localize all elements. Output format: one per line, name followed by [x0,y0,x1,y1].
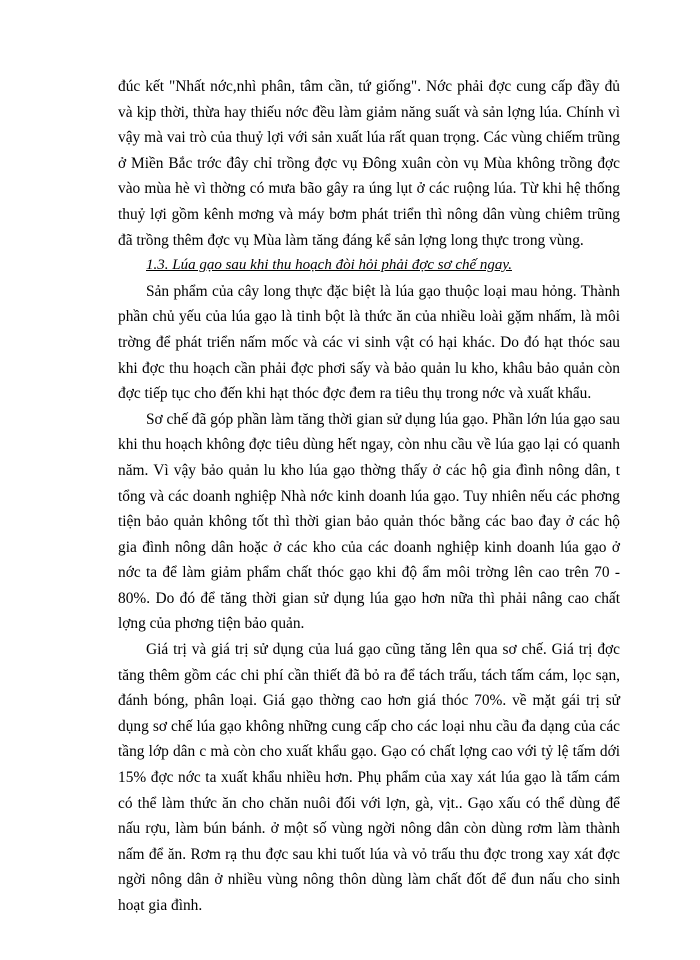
paragraph-value: Giá trị và giá trị sử dụng của luá gạo cũng tăng lên qua sơ chế. Giá trị đợc tăng thêm gồm các chi phí cần thiết đã bỏ ra để tách trấu, tách tấm cám, lọc sạn, đánh bóng, phân loại. Giá gạo thờng cao hơn giá thóc 70%. về mặt gái trị sử dụng sơ chế lúa gạo không những cung cấp cho các loại nhu cầu đa dạng của các tầng lớp dân c mà còn cho xuất khẩu gạo. Gạo có chất lợng cao với tỷ lệ tấm dới 15% đợc nớc ta xuất khẩu nhiều hơn. Phụ phẩm của xay xát lúa gạo là tấm cám có thể làm thức ăn cho chăn nuôi đối với lợn, gà, vịt.. Gạo xấu có thể dùng để nấu rợu, làm bún bánh. ở một số vùng ngời nông dân còn dùng rơm làm thành nấm để ăn. Rơm rạ thu đợc sau khi tuốt lúa và vỏ trấu thu đợc trong xay xát đợc ngời nông dân ở nhiều vùng nông thôn dùng làm chất đốt để đun nấu cho sinh hoạt gia đình. [118,641,620,914]
paragraph-perishable: Sản phẩm của cây long thực đặc biệt là lúa gạo thuộc loại mau hỏng. Thành phần chủ yếu của lúa gạo là tinh bột là thức ăn của nhiều loài gặm nhấm, là môi trờng để phát triển nấm mốc và các vi sinh vật có hại khác. Do đó hạt thóc sau khi đợc thu hoạch cần phải đợc phơi sấy và bảo quản lu kho, khâu bảo quản còn đợc tiếp tục cho đến khi hạt thóc đợc đem ra tiêu thụ trong nớc và xuất khẩu. [118,282,620,403]
section-heading: 1.3. Lúa gạo sau khi thu hoạch đòi hỏi phải đợc sơ chế ngay. [146,257,512,274]
paragraph-continuation: đúc kết "Nhất nớc,nhì phân, tâm cần, tứ giống". Nớc phải đợc cung cấp đầy đủ và kịp thời, thừa hay thiếu nớc đều làm giảm năng suất và sản lợng lúa. Chính vì vậy mà vai trò của thuỷ lợi với sản xuất lúa rất quan trọng. Các vùng chiếm trũng ở Miền Bắc trớc đây chỉ trồng đợc vụ Đông xuân còn vụ Mùa không trồng đợc vào mùa hè vì thờng có mưa bão gây ra úng lụt ở các ruộng lúa. Từ khi hệ thống thuỷ lợi gồm kênh mơng và máy bơm phát triển thì nông dân vùng chiêm trũng đã trồng thêm đợc vụ Mùa làm tăng đáng kể sản lợng long thực trong vùng. [118,78,620,249]
paragraph-storage: Sơ chế đã góp phần làm tăng thời gian sử dụng lúa gạo. Phần lớn lúa gạo sau khi thu hoạch không đợc tiêu dùng hết ngay, còn nhu cầu về lúa gạo lại có quanh năm. Vì vậy bảo quản lu kho lúa gạo thờng thấy ở các hộ gia đình nông dân, t tổng và các doanh nghiệp Nhà nớc kinh doanh lúa gạo. Tuy nhiên nếu các phơng tiện bảo quản không tốt thì thời gian bảo quản thóc bằng các bao đay ở các hộ gia đình nông dân hoặc ở các kho của các doanh nghiệp kinh doanh lúa gạo ở nớc ta để làm giảm phẩm chất thóc gạo khi độ ẩm môi trờng lên cao trên 70 - 80%. Do đó để tăng thời gian sử dụng lúa gạo hơn nữa thì phải nâng cao chất lợng của phơng tiện bảo quản. [118,410,620,633]
